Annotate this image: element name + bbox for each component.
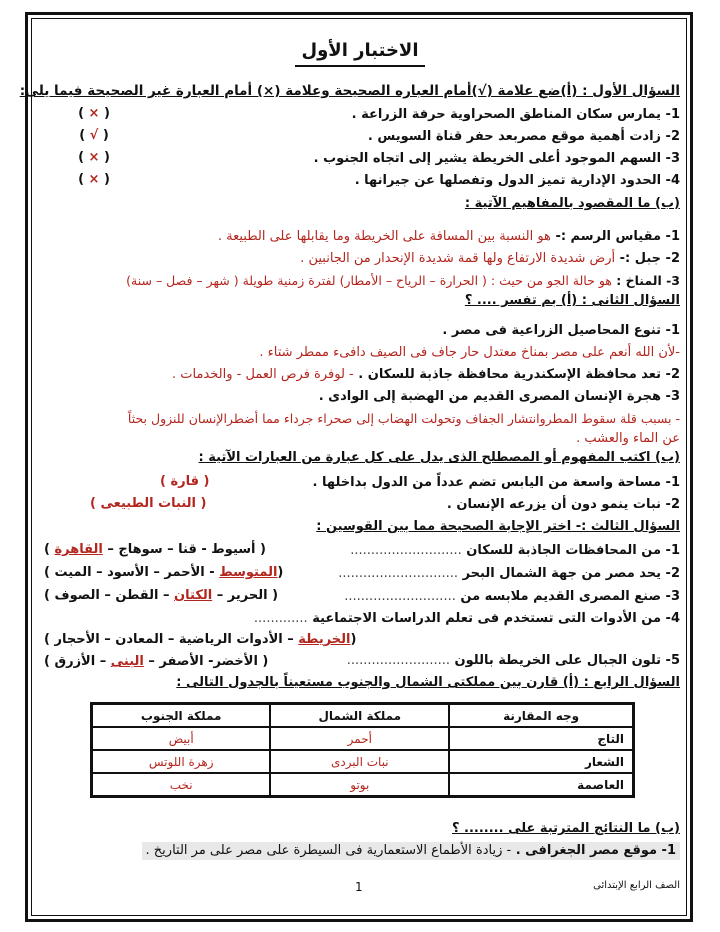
q1-mark-3: ( × ) <box>78 150 110 165</box>
table-cell-feature: التاج <box>449 727 633 750</box>
q3-answer-1: القاهرة <box>54 542 103 557</box>
q3-answer-3: الكتان <box>174 588 213 603</box>
q2-b-answer-2: ( النبات الطبيعى ) <box>90 496 207 511</box>
q3-item-4-dots: ............. <box>253 611 308 626</box>
q1-item-2: 2- زادت أهمية موقع مصربعد حفر قناة السويس . <box>367 129 680 144</box>
q2-header: السؤال الثانى : (أ) بم تفسر .... ؟ <box>464 293 680 308</box>
q3-item-4-text: 4- من الأدوات التى تستخدم فى تعلم الدراسات الاجتماعية <box>312 611 680 626</box>
title-underline <box>295 65 425 67</box>
concept-2 <box>300 250 680 268</box>
page-title: الاختبار الأول <box>301 40 419 61</box>
table-cell-feature: الشعار <box>449 750 633 773</box>
q4-b-item-text: 1- موقع مصر الجغرافى . <box>515 843 676 858</box>
concept-2-term: 2- جبل :- <box>619 251 680 266</box>
q3-item-1 <box>350 542 680 560</box>
q4-b-answer: - زيادة الأطماع الاستعمارية فى السيطرة على مصر على مر التاريخ . <box>145 843 512 858</box>
q1-item-1: 1- يمارس سكان المناطق الصحراوية حرفة الزراعة . <box>351 107 680 122</box>
table-cell-feature: العاصمة <box>449 773 633 797</box>
q3-choices-1-close: ) <box>44 542 50 557</box>
q1-mark-4-symbol: × <box>88 172 100 187</box>
q3-answer-5: البنى <box>110 654 144 669</box>
q1-item-4: 4- الحدود الإدارية تميز الدول وتفصلها عن جيرانها . <box>354 173 680 188</box>
q3-item-3-text: 3- صنع المصرى القديم ملابسه من <box>460 589 680 604</box>
q3-item-1-text: 1- من المحافظات الجاذبة للسكان <box>466 543 680 558</box>
q3-item-2 <box>338 565 680 583</box>
table-header-north: مملكة الشمال <box>270 704 449 728</box>
q2-item-3: 3- هجرة الإنسان المصرى القديم من الهضبة إلى الوادى . <box>318 389 680 404</box>
concept-3-def: هو حالة الجو من حيث : ( الحرارة – الرياح – الأمطار) لفترة زمنية طويلة ( شهر – فصل – سنة) <box>126 273 612 288</box>
concept-1-def: هو النسبة بين المسافة على الخريطة وما يقابلها على الطبيعة . <box>217 229 551 244</box>
table-header-row <box>92 704 634 728</box>
q3-choices-5-close: – الأزرق ) <box>44 654 107 669</box>
q3-item-5 <box>347 652 680 670</box>
concept-1 <box>218 228 680 246</box>
q3-choices-4-close: – الأدوات الرياضية – المعادن – الأحجار ) <box>44 632 294 647</box>
q2-answer-3-cont: عن الماء والعشب . <box>576 431 680 446</box>
q1-mark-1: ( × ) <box>78 106 110 121</box>
concept-2-def: أرض شديدة الارتفاع ولها قمة شديدة الإنحدار من الجانبين . <box>300 251 616 266</box>
q4-b-item <box>142 842 680 860</box>
q1-b-header: (ب) ما المقصود بالمفاهيم الآتية : <box>464 196 680 211</box>
q1-mark-2: ( √ ) <box>79 128 109 143</box>
q3-choices-3-close: – القطن – الصوف ) <box>44 588 170 603</box>
q2-b-header: (ب) اكتب المفهوم أو المصطلح الذى يدل على كل عبارة من العبارات الآتية : <box>198 450 680 465</box>
q1-mark-1-symbol: × <box>88 106 100 121</box>
q1-mark-3-symbol: × <box>88 150 100 165</box>
q3-item-3-dots: ........................... <box>344 589 456 604</box>
q3-choices-4-open: ( <box>350 632 357 647</box>
q3-choices-5 <box>44 654 268 669</box>
table-cell-south: أبيض <box>92 727 271 750</box>
q1-mark-2-symbol: √ <box>89 128 99 143</box>
q2-answer-2: - لوفرة فرص العمل - والخدمات . <box>172 367 354 382</box>
table-row <box>92 750 634 773</box>
q2-item-1: 1- تنوع المحاصيل الزراعية فى مصر . <box>442 323 680 338</box>
table-row <box>92 727 634 750</box>
q4-b-header: (ب) ما النتائج المترتبة على ........ ؟ <box>451 821 680 836</box>
q3-item-2-dots: ............................. <box>338 566 459 581</box>
q3-choices-3-open: ( الحرير – <box>216 588 279 603</box>
table-header-feature: وجه المقارنة <box>449 704 633 728</box>
page-number: 1 <box>355 880 363 894</box>
concept-3-term: 3- المناخ : <box>616 273 680 288</box>
q3-item-5-dots: ......................... <box>346 653 451 668</box>
q2-answer-1: -لأن الله أنعم على مصر بمناخ معتدل حار جاف فى الصيف دافىء ممطر شتاء . <box>259 345 680 360</box>
q3-choices-3 <box>44 588 278 603</box>
q3-choices-4 <box>44 632 356 647</box>
q3-item-2-text: 2- يحد مصر من جهة الشمال البحر <box>462 566 680 581</box>
comparison-table <box>90 702 635 798</box>
table-cell-south: نخب <box>92 773 271 797</box>
table-cell-north: أحمر <box>270 727 449 750</box>
q2-b-item-2: 2- نبات ينمو دون أن يزرعه الإنسان . <box>446 497 680 512</box>
q3-item-1-dots: ........................... <box>350 543 462 558</box>
q2-item-2-text: 2- تعد محافظة الإسكندرية محافظة جاذبة للسكان . <box>358 367 680 382</box>
q1-mark-4: ( × ) <box>78 172 110 187</box>
table-cell-south: زهرة اللوتس <box>92 750 271 773</box>
table-row <box>92 773 634 797</box>
q3-choices-2-open: ( <box>277 565 284 580</box>
q2-b-item-1: 1- مساحة واسعة من اليابس تضم عدداً من الدول بداخلها . <box>312 475 680 490</box>
concept-1-term: 1- مقياس الرسم :- <box>555 229 680 244</box>
q4-header: السؤال الرابع : (أ) قارن بين مملكتى الشمال والجنوب مستعيناً بالجدول التالى : <box>176 675 680 690</box>
q3-item-3 <box>344 588 680 606</box>
table-cell-north: نبات البردى <box>270 750 449 773</box>
q3-choices-1 <box>44 542 266 557</box>
q1-item-3: 3- السهم الموجود أعلى الخريطة يشير إلى اتجاه الجنوب . <box>313 151 680 166</box>
q2-answer-3: - بسبب قلة سقوط المطروانتشار الجفاف وتحولت الهضاب إلى صحراء جرداء مما أضطرالإنسان للنزول بحثاً <box>127 411 680 426</box>
q3-item-4 <box>254 610 680 628</box>
grade-label: الصف الرابع الإبتدائى <box>593 880 680 891</box>
q2-b-answer-1: ( قارة ) <box>160 474 210 489</box>
q3-answer-2: المتوسط <box>219 565 278 580</box>
q3-answer-4: الخريطة <box>298 632 351 647</box>
q3-header: السؤال الثالث :- اختر الإجابة الصحيحة مما بين القوسين : <box>316 519 680 534</box>
q3-item-5-text: 5- تلون الجبال على الخريطة باللون <box>454 653 680 668</box>
table-header-south: مملكة الجنوب <box>92 704 271 728</box>
q2-item-2 <box>172 366 680 384</box>
q1-header: السؤال الأول : (أ)ضع علامة (√)أمام العباره الصحيحة وعلامة (×) أمام العبارة غير الصحيحة فيما يلى: <box>19 83 680 99</box>
q3-choices-1-open: ( أسيوط - قنا – سوهاج – <box>107 542 266 557</box>
q3-choices-2 <box>44 565 283 580</box>
q3-choices-2-close: - الأحمر – الأسود – الميت ) <box>44 565 220 580</box>
concept-3 <box>126 272 680 290</box>
table-cell-north: بوتو <box>270 773 449 797</box>
q3-choices-5-open: ( الأخضر- الأصفر – <box>148 654 269 669</box>
